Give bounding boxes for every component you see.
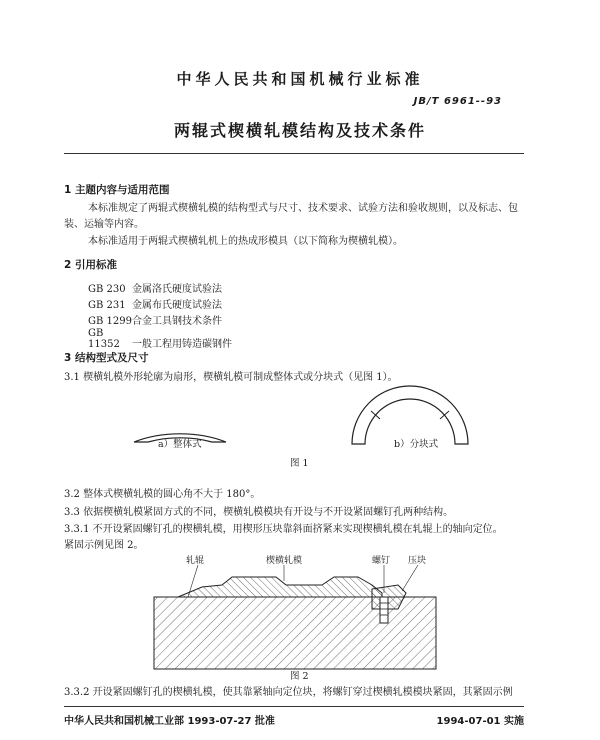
figure-2-caption: 图 2 (290, 671, 309, 682)
reference-title: 合金工具钢技术条件 (132, 316, 222, 327)
reference-code: GB 230 (88, 284, 126, 295)
section-1-heading: 1 主题内容与适用范围 (64, 184, 170, 196)
footer-divider (64, 706, 524, 707)
figure-2-fastening-diagram (150, 555, 450, 673)
label-die: 楔横轧模 (266, 556, 303, 566)
reference-code: GB 231 (88, 300, 126, 311)
section-2-heading: 2 引用标准 (64, 259, 117, 271)
section-1-para1-line2: 装、运输等内容。 (64, 219, 144, 230)
leader-clamp (402, 565, 418, 591)
reference-code: GB 1299 (88, 316, 132, 327)
screw (380, 597, 388, 623)
clause-3-2: 3.2 整体式楔横轧模的圆心角不大于 180°。 (64, 489, 261, 500)
section-1-para1-line1: 本标准规定了两辊式楔横轧模的结构型式与尺寸、技术要求、试验方法和验收规则，以及标志、包 (88, 203, 518, 214)
clause-3-3: 3.3 依据楔横轧模紧固方式的不同，楔横轧模模块有开设与不开设紧固螺钉孔两种结构。 (64, 507, 454, 518)
reference-title: 金属布氏硬度试验法 (132, 300, 222, 311)
document-title: 两辊式楔横轧模结构及技术条件 (173, 121, 426, 140)
section-3-heading: 3 结构型式及尺寸 (64, 352, 149, 364)
clause-3-3-1-line2: 紧固示例见图 2。 (64, 540, 144, 551)
approval-note: 中华人民共和国机械工业部 1993-07-27 批准 (64, 716, 275, 727)
reference-item (88, 280, 222, 295)
clause-3-3-2: 3.3.2 开设紧固螺钉孔的楔横轧模，使其靠紧轴向定位块，将螺钉穿过楔横轧模模块紧固，其紧固示例 (64, 687, 513, 698)
figure-1-caption: 图 1 (290, 458, 309, 469)
section-1-para2: 本标准适用于两辊式楔横轧机上的热成形模具（以下简称为楔横轧模）。 (88, 236, 403, 247)
reference-item (88, 328, 232, 350)
effective-date: 1994-07-01 实施 (436, 716, 524, 727)
reference-item (88, 296, 222, 311)
reference-title: 金属洛氏硬度试验法 (132, 284, 222, 295)
figure-1-label-b: b）分块式 (394, 439, 439, 450)
label-roll: 轧辊 (186, 556, 205, 566)
reference-title: 一般工程用铸造碳钢件 (132, 339, 232, 350)
label-screw: 螺钉 (372, 556, 391, 566)
header-divider (64, 153, 524, 154)
clause-3-3-1-line1: 3.3.1 不开设紧固螺钉孔的楔横轧模，用楔形压块靠斜面挤紧来实现楔横轧模在轧辊上的轴向定位。 (64, 524, 503, 535)
reference-item (88, 312, 222, 327)
standard-title: 中华人民共和国机械行业标准 (176, 70, 424, 88)
wedge-die (178, 577, 382, 597)
figure-1-label-a: a）整体式 (158, 439, 202, 450)
clause-3-1: 3.1 楔横轧模外形轮廓为扇形，楔横轧模可制成整体式或分块式（见图 1）。 (64, 372, 398, 383)
standard-code: JB/T 6961--93 (413, 96, 502, 107)
label-clamp: 压块 (408, 556, 427, 566)
reference-code: GB 11352 (88, 328, 120, 350)
